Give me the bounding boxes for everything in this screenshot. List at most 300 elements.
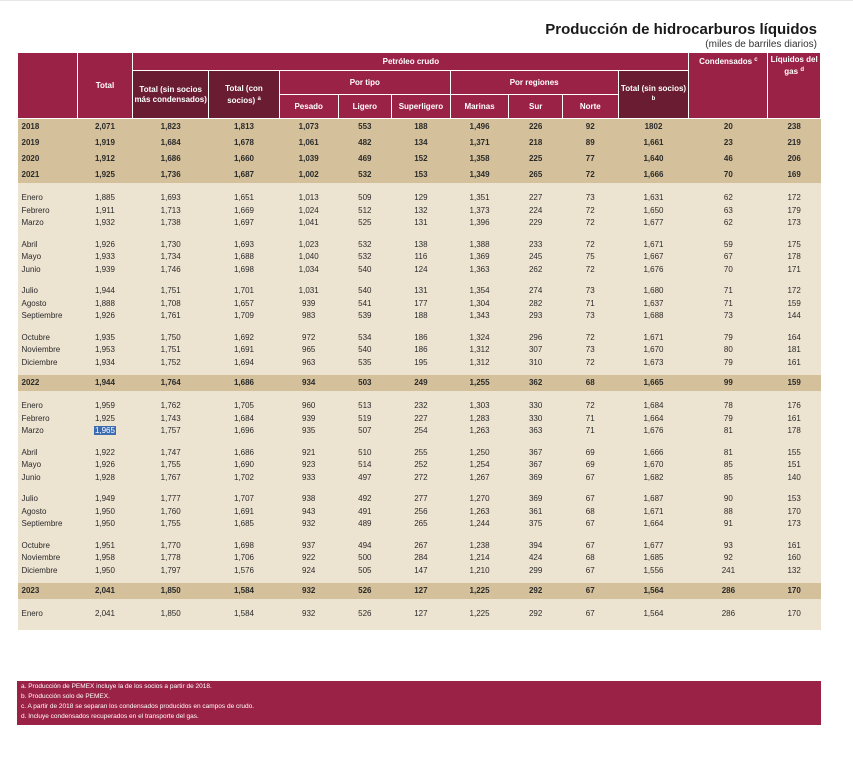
value-cell: 1,631	[618, 192, 689, 205]
value-cell: 1,040	[279, 251, 338, 264]
value-cell: 1,777	[133, 493, 209, 506]
row-label: Junio	[18, 472, 78, 485]
value-cell: 1,676	[618, 264, 689, 277]
value-cell: 482	[338, 135, 392, 151]
value-cell: 1,666	[618, 167, 689, 183]
value-cell: 79	[689, 332, 768, 345]
value-cell: 1,697	[209, 217, 280, 230]
row-label: 2022	[18, 375, 78, 391]
value-cell: 129	[392, 192, 451, 205]
value-cell: 469	[338, 151, 392, 167]
value-cell: 2,041	[77, 608, 133, 621]
value-cell: 1,926	[77, 459, 133, 472]
value-cell: 299	[509, 565, 563, 578]
value-cell: 1,959	[77, 400, 133, 413]
value-cell: 171	[768, 264, 821, 277]
value-cell: 229	[509, 217, 563, 230]
value-cell: 155	[768, 447, 821, 460]
value-cell: 88	[689, 506, 768, 519]
value-cell: 310	[509, 357, 563, 370]
value-cell: 1,564	[618, 583, 689, 599]
spacer-row	[18, 484, 821, 493]
row-label: Noviembre	[18, 344, 78, 357]
value-cell: 99	[689, 375, 768, 391]
value-cell: 1,926	[77, 239, 133, 252]
value-cell: 512	[338, 205, 392, 218]
year-row	[18, 583, 821, 599]
value-cell: 134	[392, 135, 451, 151]
month-row	[18, 332, 821, 345]
header-petroleo-crudo: Petróleo crudo	[133, 53, 689, 71]
value-cell: 73	[562, 285, 618, 298]
month-row	[18, 472, 821, 485]
value-cell: 292	[509, 583, 563, 599]
value-cell: 1,664	[618, 518, 689, 531]
header-sur: Sur	[509, 95, 563, 119]
value-cell: 1,686	[209, 375, 280, 391]
value-cell: 1,351	[450, 192, 509, 205]
value-cell: 71	[562, 298, 618, 311]
value-cell: 161	[768, 540, 821, 553]
value-cell: 933	[279, 472, 338, 485]
value-cell: 513	[338, 400, 392, 413]
value-cell: 1,564	[618, 608, 689, 621]
value-cell: 1,210	[450, 565, 509, 578]
row-label: 2019	[18, 135, 78, 151]
value-cell: 1,687	[209, 167, 280, 183]
month-row	[18, 608, 821, 621]
value-cell: 367	[509, 447, 563, 460]
value-cell: 1,693	[133, 192, 209, 205]
value-cell: 1,919	[77, 135, 133, 151]
value-cell: 1,270	[450, 493, 509, 506]
value-cell: 424	[509, 552, 563, 565]
row-label: Diciembre	[18, 565, 78, 578]
value-cell: 178	[768, 425, 821, 438]
value-cell: 68	[562, 375, 618, 391]
value-cell: 1,707	[209, 493, 280, 506]
year-row	[18, 375, 821, 391]
value-cell: 1,324	[450, 332, 509, 345]
value-cell: 67	[562, 565, 618, 578]
value-cell: 1,267	[450, 472, 509, 485]
header-total-sin-socios: Total (sin socios) $^b$	[618, 71, 689, 119]
value-cell: 262	[509, 264, 563, 277]
month-row	[18, 459, 821, 472]
value-cell: 72	[562, 332, 618, 345]
value-cell: 363	[509, 425, 563, 438]
value-cell: 526	[338, 608, 392, 621]
value-cell: 138	[392, 239, 451, 252]
value-cell: 152	[392, 151, 451, 167]
value-cell: 1,684	[618, 400, 689, 413]
value-cell: 1,926	[77, 310, 133, 323]
value-cell: 161	[768, 413, 821, 426]
value-cell: 1,757	[133, 425, 209, 438]
value-cell: 1,950	[77, 565, 133, 578]
header-total-con-socios: Total (con socios) $^a$	[209, 71, 280, 119]
value-cell: 140	[768, 472, 821, 485]
value-cell: 514	[338, 459, 392, 472]
value-cell: 330	[509, 400, 563, 413]
value-cell: 507	[338, 425, 392, 438]
header-ligero: Ligero	[338, 95, 392, 119]
value-cell: 91	[689, 518, 768, 531]
spacer-cell	[18, 276, 821, 285]
month-row	[18, 413, 821, 426]
value-cell: 1,888	[77, 298, 133, 311]
value-cell: 1,283	[450, 413, 509, 426]
value-cell: 924	[279, 565, 338, 578]
value-cell: 540	[338, 264, 392, 277]
value-cell: 1,850	[133, 608, 209, 621]
value-cell: 330	[509, 413, 563, 426]
value-cell: 179	[768, 205, 821, 218]
year-row	[18, 151, 821, 167]
value-cell: 170	[768, 506, 821, 519]
spacer-cell	[18, 599, 821, 608]
row-label: Junio	[18, 264, 78, 277]
value-cell: 1,396	[450, 217, 509, 230]
value-cell: 1,950	[77, 506, 133, 519]
value-cell: 161	[768, 357, 821, 370]
value-cell: 153	[392, 167, 451, 183]
value-cell: 932	[279, 583, 338, 599]
value-cell: 1,013	[279, 192, 338, 205]
value-cell: 1,263	[450, 425, 509, 438]
value-cell: 1,944	[77, 375, 133, 391]
spacer-row	[18, 183, 821, 192]
value-cell: 1,369	[450, 251, 509, 264]
value-cell: 1,690	[209, 459, 280, 472]
value-cell: 1,354	[450, 285, 509, 298]
value-cell: 238	[768, 119, 821, 136]
page-title: Producción de hidrocarburos líquidos	[545, 21, 817, 38]
month-row	[18, 298, 821, 311]
value-cell: 540	[338, 285, 392, 298]
year-row	[18, 167, 821, 183]
value-cell: 960	[279, 400, 338, 413]
value-cell: 81	[689, 425, 768, 438]
value-cell: 1,363	[450, 264, 509, 277]
value-cell: 1,693	[209, 239, 280, 252]
footnotes	[17, 681, 821, 725]
value-cell	[77, 425, 133, 438]
month-row	[18, 565, 821, 578]
value-cell: 67	[562, 583, 618, 599]
header-total: Total	[77, 53, 133, 119]
value-cell: 71	[562, 425, 618, 438]
value-cell: 124	[392, 264, 451, 277]
value-cell: 1,706	[209, 552, 280, 565]
value-cell: 1,747	[133, 447, 209, 460]
value-cell: 177	[392, 298, 451, 311]
row-label: Septiembre	[18, 518, 78, 531]
value-cell: 73	[562, 344, 618, 357]
value-cell: 1,713	[133, 205, 209, 218]
value-cell: 188	[392, 119, 451, 136]
value-cell: 1,935	[77, 332, 133, 345]
value-cell: 85	[689, 472, 768, 485]
value-cell: 1,651	[209, 192, 280, 205]
value-cell: 62	[689, 192, 768, 205]
value-cell: 1,685	[618, 552, 689, 565]
value-cell: 1,797	[133, 565, 209, 578]
value-cell: 1,762	[133, 400, 209, 413]
value-cell: 1,925	[77, 413, 133, 426]
month-row	[18, 285, 821, 298]
value-cell: 85	[689, 459, 768, 472]
value-cell: 1,752	[133, 357, 209, 370]
row-label: Enero	[18, 192, 78, 205]
value-cell: 1,685	[209, 518, 280, 531]
value-cell: 1,254	[450, 459, 509, 472]
month-row	[18, 205, 821, 218]
value-cell: 519	[338, 413, 392, 426]
value-cell: 1,751	[133, 285, 209, 298]
month-row	[18, 344, 821, 357]
value-cell: 939	[279, 298, 338, 311]
value-cell: 510	[338, 447, 392, 460]
value-cell: 172	[768, 285, 821, 298]
value-cell: 539	[338, 310, 392, 323]
row-label: Febrero	[18, 413, 78, 426]
value-cell: 1,734	[133, 251, 209, 264]
value-cell: 144	[768, 310, 821, 323]
value-cell: 1,661	[618, 135, 689, 151]
month-row	[18, 493, 821, 506]
value-cell: 1,755	[133, 459, 209, 472]
value-cell: 1,371	[450, 135, 509, 151]
value-cell: 1,073	[279, 119, 338, 136]
month-row	[18, 310, 821, 323]
value-cell: 1,666	[618, 447, 689, 460]
value-cell: 1,225	[450, 608, 509, 621]
spacer-cell	[18, 531, 821, 540]
value-cell: 175	[768, 239, 821, 252]
value-cell: 63	[689, 205, 768, 218]
value-cell: 1,039	[279, 151, 338, 167]
value-cell: 540	[338, 344, 392, 357]
row-label: 2023	[18, 583, 78, 599]
value-cell: 77	[562, 151, 618, 167]
row-label: Marzo	[18, 425, 78, 438]
value-cell: 1,584	[209, 608, 280, 621]
value-cell: 265	[509, 167, 563, 183]
value-cell: 80	[689, 344, 768, 357]
value-cell: 1,932	[77, 217, 133, 230]
row-label: Diciembre	[18, 357, 78, 370]
value-cell: 934	[279, 375, 338, 391]
spacer-row	[18, 438, 821, 447]
value-cell: 1,244	[450, 518, 509, 531]
value-cell: 233	[509, 239, 563, 252]
month-row	[18, 217, 821, 230]
value-cell: 265	[392, 518, 451, 531]
spacer-row	[18, 276, 821, 285]
row-label: Julio	[18, 493, 78, 506]
spacer-cell	[18, 183, 821, 192]
value-cell: 1,705	[209, 400, 280, 413]
value-cell: 1,933	[77, 251, 133, 264]
value-cell: 186	[392, 344, 451, 357]
row-label: Mayo	[18, 459, 78, 472]
row-label: Octubre	[18, 540, 78, 553]
value-cell: 1,650	[618, 205, 689, 218]
value-cell: 1,934	[77, 357, 133, 370]
header-condensados: Condensados $^c$	[689, 53, 768, 119]
value-cell: 286	[689, 583, 768, 599]
value-cell: 160	[768, 552, 821, 565]
value-cell: 252	[392, 459, 451, 472]
value-cell: 147	[392, 565, 451, 578]
month-row	[18, 357, 821, 370]
value-cell: 164	[768, 332, 821, 345]
value-cell: 1,702	[209, 472, 280, 485]
value-cell: 1,755	[133, 518, 209, 531]
value-cell: 932	[279, 608, 338, 621]
row-label: 2021	[18, 167, 78, 183]
value-cell: 69	[562, 459, 618, 472]
table-header	[18, 53, 821, 119]
value-cell: 1,823	[133, 119, 209, 136]
spacer-cell	[18, 391, 821, 400]
value-cell: 1,885	[77, 192, 133, 205]
value-cell: 491	[338, 506, 392, 519]
value-cell: 1,958	[77, 552, 133, 565]
value-cell: 277	[392, 493, 451, 506]
value-cell: 1,761	[133, 310, 209, 323]
value-cell: 2,071	[77, 119, 133, 136]
value-cell: 1,687	[618, 493, 689, 506]
value-cell: 492	[338, 493, 392, 506]
value-cell: 553	[338, 119, 392, 136]
value-cell: 503	[338, 375, 392, 391]
value-cell: 1,255	[450, 375, 509, 391]
value-cell: 78	[689, 400, 768, 413]
value-cell: 1,238	[450, 540, 509, 553]
selected-value[interactable]: 1,965	[94, 426, 115, 435]
row-label: 2018	[18, 119, 78, 136]
row-label: Abril	[18, 447, 78, 460]
value-cell: 1,373	[450, 205, 509, 218]
value-cell: 62	[689, 217, 768, 230]
value-cell: 1,764	[133, 375, 209, 391]
value-cell: 227	[392, 413, 451, 426]
value-cell: 1,684	[209, 413, 280, 426]
value-cell: 1,664	[618, 413, 689, 426]
year-row	[18, 119, 821, 136]
value-cell: 1,701	[209, 285, 280, 298]
value-cell: 1,778	[133, 552, 209, 565]
month-row	[18, 425, 821, 438]
header-marinas: Marinas	[450, 95, 509, 119]
header-blank	[18, 53, 78, 119]
value-cell: 70	[689, 167, 768, 183]
value-cell: 1,691	[209, 506, 280, 519]
month-row	[18, 552, 821, 565]
row-label: Enero	[18, 400, 78, 413]
value-cell: 68	[562, 552, 618, 565]
value-cell: 71	[689, 298, 768, 311]
value-cell: 534	[338, 332, 392, 345]
value-cell: 286	[689, 608, 768, 621]
value-cell: 1,770	[133, 540, 209, 553]
value-cell: 1,637	[618, 298, 689, 311]
value-cell: 1,576	[209, 565, 280, 578]
value-cell: 375	[509, 518, 563, 531]
value-cell: 1,944	[77, 285, 133, 298]
value-cell: 127	[392, 608, 451, 621]
value-cell: 1,767	[133, 472, 209, 485]
value-cell: 526	[338, 583, 392, 599]
value-cell: 72	[562, 264, 618, 277]
value-cell: 282	[509, 298, 563, 311]
value-cell: 1,671	[618, 332, 689, 345]
value-cell: 1,698	[209, 540, 280, 553]
value-cell: 1,949	[77, 493, 133, 506]
value-cell: 532	[338, 251, 392, 264]
value-cell: 923	[279, 459, 338, 472]
value-cell: 71	[562, 413, 618, 426]
value-cell: 1,686	[209, 447, 280, 460]
value-cell: 1,657	[209, 298, 280, 311]
value-cell: 169	[768, 167, 821, 183]
header-superligero: Superligero	[392, 95, 451, 119]
value-cell: 181	[768, 344, 821, 357]
row-label: 2020	[18, 151, 78, 167]
value-cell: 1,671	[618, 239, 689, 252]
value-cell: 92	[562, 119, 618, 136]
value-cell: 983	[279, 310, 338, 323]
value-cell: 296	[509, 332, 563, 345]
value-cell: 173	[768, 518, 821, 531]
value-cell: 218	[509, 135, 563, 151]
value-cell: 1,730	[133, 239, 209, 252]
value-cell: 70	[689, 264, 768, 277]
value-cell: 1,925	[77, 167, 133, 183]
value-cell: 1,682	[618, 472, 689, 485]
value-cell: 132	[392, 205, 451, 218]
value-cell: 361	[509, 506, 563, 519]
value-cell: 153	[768, 493, 821, 506]
value-cell: 965	[279, 344, 338, 357]
value-cell: 1,669	[209, 205, 280, 218]
value-cell: 1,041	[279, 217, 338, 230]
value-cell: 1,688	[209, 251, 280, 264]
value-cell: 497	[338, 472, 392, 485]
table-body	[18, 119, 821, 630]
value-cell: 1,349	[450, 167, 509, 183]
value-cell: 541	[338, 298, 392, 311]
value-cell: 72	[562, 167, 618, 183]
month-row	[18, 251, 821, 264]
row-label: Octubre	[18, 332, 78, 345]
header-por-regiones: Por regiones	[450, 71, 618, 95]
footnote-b: b. Producción solo de PEMEX.	[21, 693, 110, 700]
value-cell: 307	[509, 344, 563, 357]
row-label: Septiembre	[18, 310, 78, 323]
value-cell: 73	[689, 310, 768, 323]
header-pesado: Pesado	[279, 95, 338, 119]
value-cell: 73	[562, 310, 618, 323]
value-cell: 1,691	[209, 344, 280, 357]
value-cell: 67	[689, 251, 768, 264]
value-cell: 509	[338, 192, 392, 205]
value-cell: 1,312	[450, 357, 509, 370]
value-cell: 292	[509, 608, 563, 621]
value-cell: 68	[562, 506, 618, 519]
